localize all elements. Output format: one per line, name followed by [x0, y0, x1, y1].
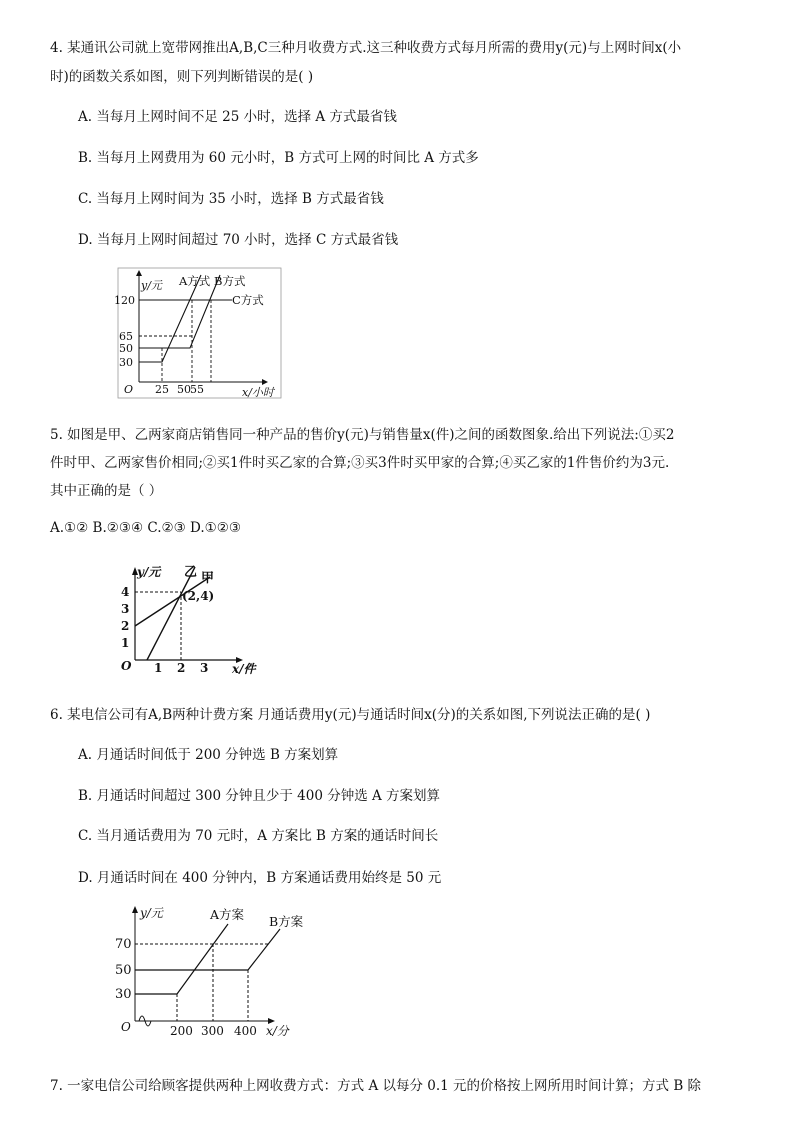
q5-xlabel: x/件 — [232, 662, 256, 676]
q5-ytick-2: 2 — [121, 619, 130, 633]
q5-label-jia: 甲 — [201, 571, 215, 586]
q6-option-c: C. 当月通话费用为 70 元时，A 方案比 B 方案的通话时间长 — [78, 828, 439, 844]
q6-ytick-50: 50 — [115, 963, 132, 978]
q4-ytick-30: 30 — [119, 356, 133, 369]
q4-ytick-120: 120 — [114, 294, 135, 307]
q4-label-c: C方式 — [232, 293, 264, 307]
q5-ylabel: y/元 — [137, 565, 161, 579]
q5-xtick-2: 2 — [177, 661, 186, 675]
q6-label-b: B方案 — [269, 914, 304, 929]
q5-xtick-1: 1 — [154, 661, 163, 675]
q6-option-d: D. 月通话时间在 400 分钟内，B 方案通话费用始终是 50 元 — [78, 870, 442, 886]
q6-xlabel: x/分 — [266, 1024, 289, 1038]
q4-option-c: C. 当每月上网时间为 35 小时，选择 B 方式最省钱 — [78, 191, 384, 207]
q5-ytick-3: 3 — [121, 602, 130, 616]
q5-stem-line2: 件时甲、乙两家售价相同;②买1件时买乙家的合算;③买3件时买甲家的合算;④买乙家的1件售价约为3元. — [50, 455, 670, 471]
q5-origin: O — [121, 659, 132, 673]
q4-ytick-50: 50 — [119, 342, 133, 355]
q5-ytick-4: 4 — [121, 585, 130, 599]
q4-label-a: A方式 — [179, 274, 211, 288]
q6-ylabel: y/元 — [140, 906, 163, 920]
q6-line-b — [135, 929, 280, 970]
q4-stem-line1: 4. 某通讯公司就上宽带网推出A,B,C三种月收费方式.这三种收费方式每月所需的费用y(元)与上网时间x(小 — [50, 40, 682, 56]
q4-ytick-65: 65 — [119, 330, 133, 343]
q4-ylabel: y/元 — [141, 279, 162, 292]
q6-xtick-400: 400 — [234, 1024, 257, 1038]
q5-stem-line1: 5. 如图是甲、乙两家商店销售同一种产品的售价y(元)与销售量x(件)之间的函数图象.给出下列说法:①买2 — [50, 427, 675, 443]
q4-xtick-25: 25 — [155, 383, 169, 396]
q6-line-a — [135, 924, 228, 994]
q5-stem-line3: 其中正确的是（ ） — [50, 483, 163, 499]
q6-option-b: B. 月通话时间超过 300 分钟且少于 400 分钟选 A 方案划算 — [78, 788, 441, 804]
q5-options: A.①② B.②③④ C.②③ D.①②③ — [50, 520, 241, 536]
q4-label-b: B方式 — [214, 274, 246, 288]
q5-point-label: (2,4) — [182, 589, 215, 603]
q4-option-d: D. 当每月上网时间超过 70 小时，选择 C 方式最省钱 — [78, 232, 399, 248]
q5-ytick-1: 1 — [121, 636, 130, 650]
q4-xtick-50: 50 — [177, 383, 191, 396]
q5-label-yi: 乙 — [184, 565, 198, 580]
q6-xtick-200: 200 — [170, 1024, 193, 1038]
q6-origin: O — [121, 1020, 131, 1034]
q4-option-b: B. 当每月上网费用为 60 元小时，B 方式可上网的时间比 A 方式多 — [78, 150, 479, 166]
q4-option-a: A. 当每月上网时间不足 25 小时，选择 A 方式最省钱 — [78, 109, 397, 125]
q4-stem-line2: 时)的函数关系如图，则下列判断错误的是( ) — [50, 69, 314, 85]
q6-xtick-300: 300 — [201, 1024, 224, 1038]
q4-origin: O — [124, 383, 134, 396]
q6-option-a: A. 月通话时间低于 200 分钟选 B 方案划算 — [78, 747, 339, 763]
q4-xtick-55: 55 — [190, 383, 204, 396]
q4-xlabel: x/小时 — [242, 386, 274, 399]
q6-stem: 6. 某电信公司有A,B两种计费方案 月通话费用y(元)与通话时间x(分)的关系如图,下列说法正确的是( ) — [50, 707, 651, 723]
q6-ytick-70: 70 — [115, 937, 132, 952]
q6-ytick-30: 30 — [115, 987, 132, 1002]
q5-xtick-3: 3 — [200, 661, 209, 675]
q6-label-a: A方案 — [210, 907, 245, 922]
q7-stem-line1: 7. 一家电信公司给顾客提供两种上网收费方式：方式 A 以每分 0.1 元的价格按上网所用时间计算；方式 B 除 — [50, 1078, 702, 1094]
q6-y-arrow — [132, 906, 138, 913]
